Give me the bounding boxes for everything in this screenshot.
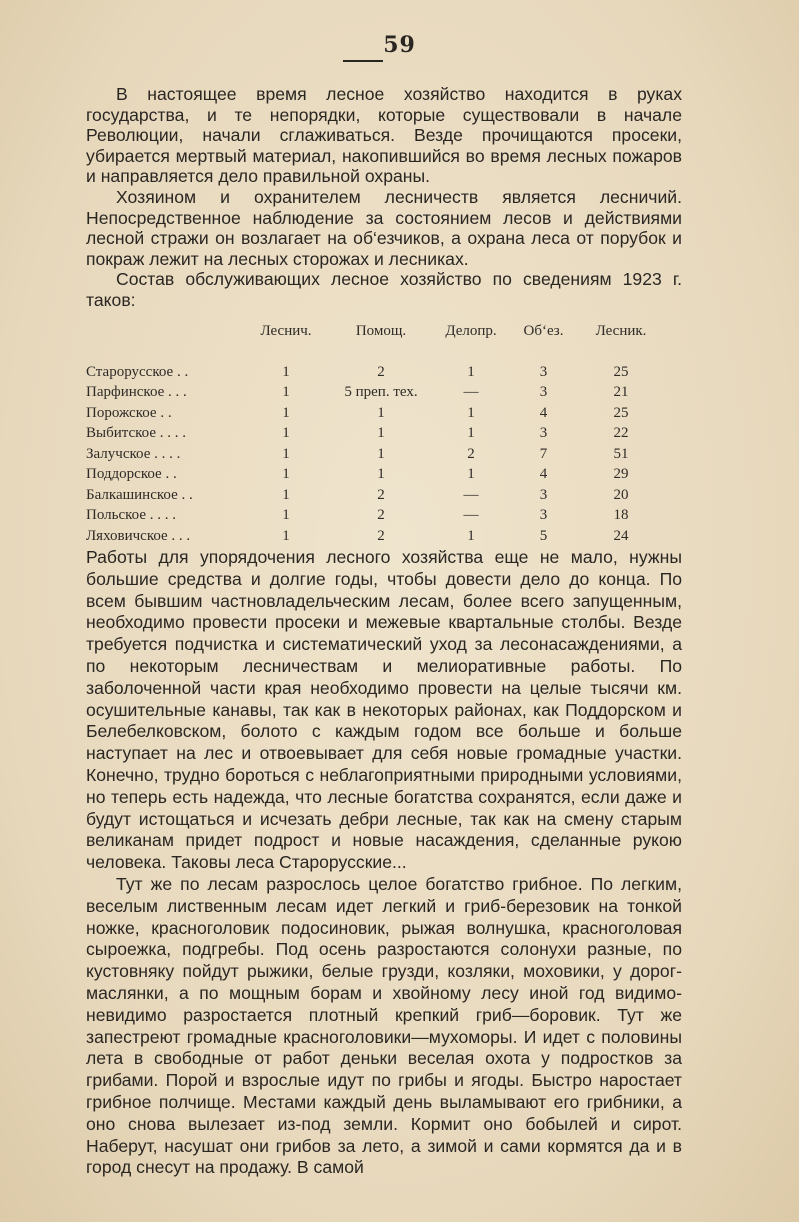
- paragraph: В настоящее время лесное хозяйство находится в руках государства, и те непорядки, которые существовали в начале Революции, начали сглаживаться. Везде прочищаются просеки, убирается мертвый материал, накопившийся во время лесных пожаров и направляется дело правильной охраны.: [86, 84, 682, 187]
- table-cell: 20: [613, 486, 629, 503]
- table-row: [86, 424, 661, 445]
- table-cell: 25: [613, 404, 629, 421]
- table-row: [86, 383, 661, 404]
- column-header: Лесник.: [595, 323, 647, 339]
- table-cell: Польское . . . .: [86, 507, 176, 524]
- table-cell: 1: [282, 466, 290, 483]
- table-header-row: [86, 323, 661, 362]
- table-row: [86, 444, 661, 465]
- table-cell: Балкашинское . .: [86, 486, 193, 503]
- table-row: [86, 403, 661, 424]
- table-cell: 4: [539, 404, 548, 421]
- table-cell: 51: [613, 445, 629, 462]
- table-cell: 1: [377, 404, 385, 421]
- column-header: Помощ.: [355, 323, 407, 339]
- table-cell: 25: [613, 363, 629, 380]
- table-cell: 18: [613, 507, 629, 524]
- table-row: [86, 465, 661, 486]
- table-cell: 1: [467, 425, 475, 442]
- column-header: [86, 323, 246, 362]
- paragraph: Работы для упорядочения лесного хозяйства еще не мало, нужны большие средства и долгие годы, чтобы довести дело до конца. По всем бывшим частновладельческим лесам, более всего запущенным, необходимо провести просеки и межевые квартальные столбы. Везде требуется подчистка и систематический уход за лесонасаждениями, а по некоторым лесничествам и мелиоративные работы. По заболоченной части края необходимо провести на целые тысячи км. осушительные канавы, так как в некоторых районах, как Поддорском и Белебелковском, болото с каждым годом все больше и больше наступает на лес и отвоевывает для себя новые громадные участки. Конечно, трудно бороться с неблагоприятными природными условиями, но теперь есть надежда, что лесные богатства сохранятся, если даже и будут истощаться и исчезать дебри лесные, так как на смену старым великанам придет подрост и новые насаждения, сделанные рукою человека. Таковы леса Старорусские...: [86, 547, 682, 873]
- table-cell: 3: [539, 363, 548, 380]
- table-cell: 1: [467, 527, 475, 544]
- table-cell: 5: [539, 527, 548, 544]
- table-cell: —: [463, 384, 479, 401]
- page-number-underline: [343, 60, 383, 62]
- table-cell: Выбитское . . . .: [86, 425, 187, 442]
- table-cell: 5 преп. тех.: [344, 384, 418, 401]
- table-cell: Поддорское . .: [86, 466, 177, 483]
- table-cell: 1: [282, 363, 290, 380]
- table-cell: 1: [467, 363, 475, 380]
- paragraph: Состав обслуживающих лесное хозяйство по сведениям 1923 г. таков:: [86, 269, 682, 310]
- table-cell: 4: [539, 466, 548, 483]
- table-cell: 1: [282, 486, 290, 503]
- table-cell: 1: [377, 445, 385, 462]
- table-cell: 24: [613, 527, 629, 544]
- table-cell: 21: [613, 384, 629, 401]
- table-cell: —: [463, 486, 479, 503]
- table-cell: 1: [282, 445, 290, 462]
- table-cell: 3: [539, 384, 548, 401]
- table-row: [86, 526, 661, 547]
- table-cell: 1: [377, 466, 385, 483]
- column-header: Делопр.: [445, 323, 497, 339]
- table-cell: 1: [282, 425, 290, 442]
- table-row: [86, 485, 661, 506]
- table-cell: 3: [539, 425, 548, 442]
- column-header: Леснич.: [260, 323, 312, 339]
- table-cell: —: [463, 507, 479, 524]
- table-cell: 1: [282, 404, 290, 421]
- table-cell: Ляховичское . . .: [86, 527, 191, 544]
- paragraph: Хозяином и охранителем лесничеств является лесничий. Непосредственное наблюдение за состоянием лесов и действиями лесной стражи он возлагает на об‘езчиков, а охрана леса от порубок и покраж лежит на лесных сторожах и лесниках.: [86, 186, 682, 269]
- forestry-staff-table: [86, 323, 661, 547]
- table-cell: 1: [377, 425, 385, 442]
- table-cell: 7: [539, 445, 548, 462]
- table-cell: 3: [539, 486, 548, 503]
- text-block-top: [86, 84, 682, 311]
- table-cell: 1: [282, 507, 290, 524]
- column-header: Об‘ез.: [523, 323, 564, 339]
- table-cell: 2: [377, 486, 385, 503]
- table-cell: 2: [377, 527, 385, 544]
- table-cell: 3: [539, 507, 548, 524]
- table-cell: 1: [282, 527, 290, 544]
- table-cell: Залучское . . . .: [86, 445, 181, 462]
- table-cell: 1: [467, 404, 475, 421]
- paragraph: Тут же по лесам разрослось целое богатство грибное. По легким, веселым лиственным лесам идет легкий и гриб-березовик на тонкой ножке, красноголовик подосиновик, рыжая волнушка, красноголовая сыроежка, подгребы. Под осень разростаются солонухи разные, по кустовняку пойдут рыжики, белые грузди, козляки, моховики, у дорог-маслянки, а по мощным борам и хвойному лесу иной год видимо-невидимо разростается плотный крепкий гриб—боровик. Тут же запестреют громадные красноголовики—мухоморы. И идет с половины лета в свободные от работ деньки веселая охота у подростков за грибами. Порой и взрослые идут по грибы и ягоды. Быстро наростает грибное полчище. Местами каждый день выламывают его грибники, а оно снова вылезает из-под земли. Кормит оно бобылей и сирот. Наберут, насушат они грибов за лето, а зимой и сами кормятся да и в город снесут на продажу. В самой: [86, 873, 682, 1178]
- table-cell: 1: [282, 384, 290, 401]
- table-cell: Старорусское . .: [86, 363, 189, 380]
- table-cell: 29: [613, 466, 629, 483]
- table-row: [86, 362, 661, 383]
- table-cell: 2: [377, 507, 385, 524]
- table-cell: 2: [377, 363, 385, 380]
- text-block-bottom: [86, 547, 682, 1179]
- page-number: 59: [383, 32, 416, 58]
- table-row: [86, 506, 661, 527]
- table-cell: Порожское . .: [86, 404, 172, 421]
- table-cell: 22: [613, 425, 629, 442]
- table-cell: Парфинское . . .: [86, 384, 187, 401]
- table-cell: 2: [467, 445, 475, 462]
- table-cell: 1: [467, 466, 475, 483]
